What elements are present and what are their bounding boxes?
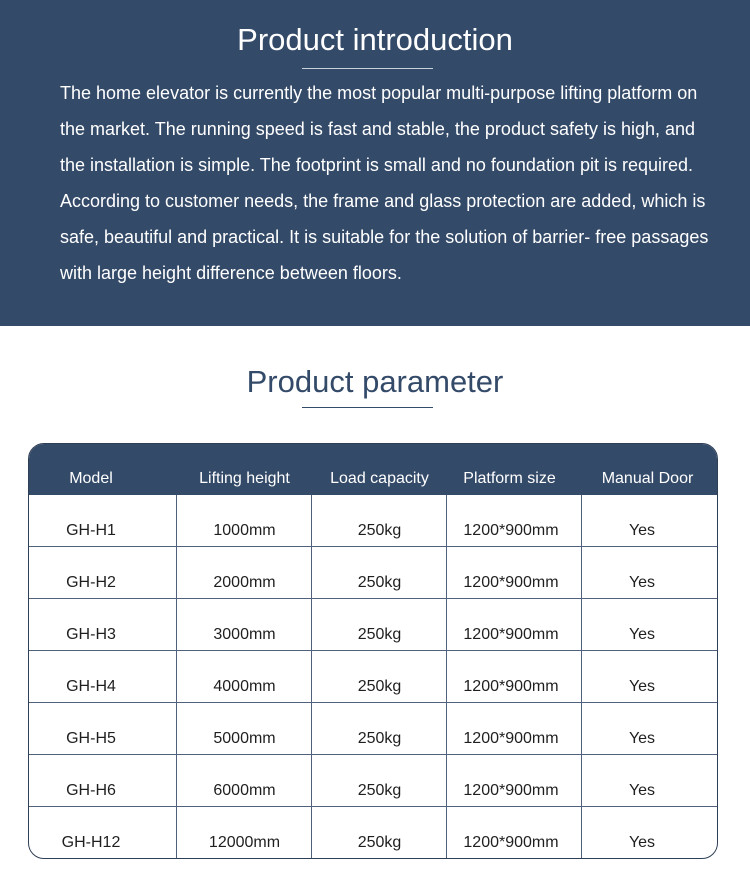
cell-platform-size: 1200*900mm (463, 678, 559, 695)
cell-manual-door: Yes (628, 522, 656, 539)
parameter-title: Product parameter (246, 364, 504, 399)
cell-lifting-height: 1000mm (213, 522, 276, 539)
cell-lifting-height: 12000mm (208, 834, 281, 851)
cell-load-capacity: 250kg (357, 574, 402, 591)
cell-load-capacity: 250kg (357, 522, 402, 539)
cell-platform-size: 1200*900mm (463, 574, 559, 591)
table-row (29, 599, 717, 651)
cell-model: GH-H3 (66, 626, 116, 643)
table-row (29, 807, 717, 859)
cell-platform-size: 1200*900mm (463, 730, 559, 747)
header-model: Model (69, 470, 113, 487)
header-load-capacity: Load capacity (330, 470, 429, 487)
product-introduction-section (0, 0, 750, 326)
cell-platform-size: 1200*900mm (463, 782, 559, 799)
cell-platform-size: 1200*900mm (463, 522, 559, 539)
header-manual-door: Manual Door (601, 470, 694, 487)
cell-manual-door: Yes (628, 574, 656, 591)
cell-model: GH-H2 (66, 574, 116, 591)
header-platform-size: Platform size (463, 470, 556, 487)
cell-lifting-height: 4000mm (213, 678, 276, 695)
table-row (29, 495, 717, 547)
header-lifting-height: Lifting height (199, 470, 290, 487)
cell-manual-door: Yes (628, 782, 656, 799)
cell-manual-door: Yes (628, 834, 656, 851)
column-divider (176, 495, 177, 858)
table-row (29, 755, 717, 807)
cell-load-capacity: 250kg (357, 626, 402, 643)
parameter-title-underline (302, 407, 433, 408)
intro-title-underline (302, 68, 433, 69)
cell-platform-size: 1200*900mm (463, 626, 559, 643)
cell-model: GH-H4 (66, 678, 116, 695)
cell-load-capacity: 250kg (357, 730, 402, 747)
table-row (29, 703, 717, 755)
column-divider (311, 495, 312, 858)
column-divider (581, 495, 582, 858)
cell-manual-door: Yes (628, 626, 656, 643)
cell-platform-size: 1200*900mm (463, 834, 559, 851)
cell-manual-door: Yes (628, 730, 656, 747)
cell-load-capacity: 250kg (357, 678, 402, 695)
cell-manual-door: Yes (628, 678, 656, 695)
intro-title: Product introduction (237, 22, 513, 57)
table-row (29, 651, 717, 703)
intro-description: The home elevator is currently the most popular multi-purpose lifting platform on the market. The running speed is fast and stable, the product safety is high, and the installation is simple. The footprint is small and no foundation pit is required. According to customer needs, the frame and glass protection are added, which is safe, beautiful and practical. It is suitable for the solution of barrier- free passages with large height difference between floors. (60, 83, 709, 283)
cell-model: GH-H6 (66, 782, 116, 799)
table-row (29, 547, 717, 599)
parameter-table (28, 443, 718, 859)
cell-lifting-height: 3000mm (213, 626, 276, 643)
cell-load-capacity: 250kg (357, 834, 402, 851)
column-divider (446, 495, 447, 858)
cell-model: GH-H5 (66, 730, 116, 747)
cell-model: GH-H12 (61, 834, 121, 851)
cell-lifting-height: 6000mm (213, 782, 276, 799)
table-header-row (29, 444, 717, 495)
cell-load-capacity: 250kg (357, 782, 402, 799)
cell-lifting-height: 5000mm (213, 730, 276, 747)
cell-lifting-height: 2000mm (213, 574, 276, 591)
cell-model: GH-H1 (66, 522, 116, 539)
